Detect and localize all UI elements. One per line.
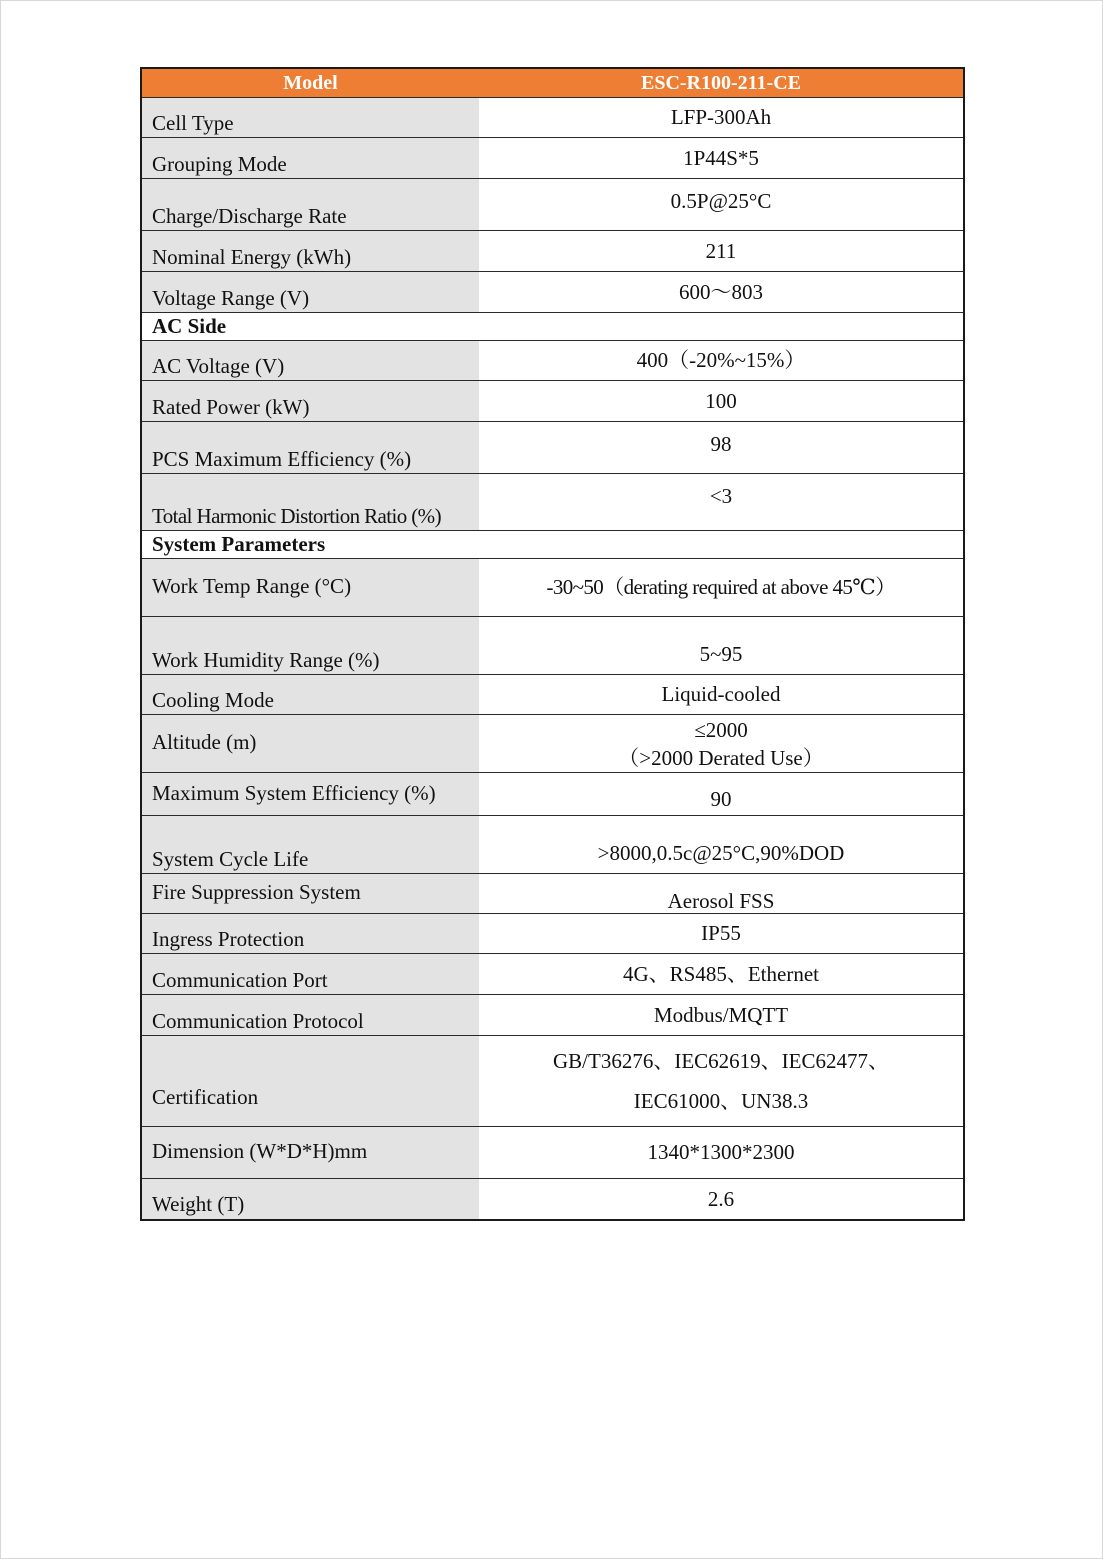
header-value: ESC-R100-211-CE xyxy=(479,68,964,98)
row-value: 98 xyxy=(479,422,964,474)
value-line: （>2000 Derated Use） xyxy=(618,745,824,770)
row-label: Rated Power (kW) xyxy=(141,381,479,422)
row-label: Total Harmonic Distortion Ratio (%) xyxy=(141,474,479,531)
header-label: Model xyxy=(141,68,479,98)
table-row xyxy=(141,272,964,313)
row-label: Altitude (m) xyxy=(141,715,479,773)
row-label: Nominal Energy (kWh) xyxy=(141,231,479,272)
table-row xyxy=(141,874,964,914)
table-row xyxy=(141,675,964,715)
table-row xyxy=(141,914,964,954)
section-row-ac xyxy=(141,313,964,341)
row-value: 90 xyxy=(479,773,964,816)
row-value: 600～803 xyxy=(479,272,964,313)
row-value: -30~50（derating required at above 45℃） xyxy=(479,559,964,617)
table-row xyxy=(141,1036,964,1127)
table-row xyxy=(141,231,964,272)
table-row xyxy=(141,559,964,617)
certification-value xyxy=(479,1036,964,1127)
table-row xyxy=(141,341,964,381)
table-row xyxy=(141,773,964,816)
row-value: 211 xyxy=(479,231,964,272)
table-row xyxy=(141,715,964,773)
row-value: 400（-20%~15%） xyxy=(479,341,964,381)
table-row xyxy=(141,617,964,675)
row-label: Charge/Discharge Rate xyxy=(141,179,479,231)
row-value: 4G、RS485、Ethernet xyxy=(479,954,964,995)
row-label: Work Humidity Range (%) xyxy=(141,617,479,675)
table-row xyxy=(141,816,964,874)
row-label: Fire Suppression System xyxy=(141,874,479,914)
row-label: Cooling Mode xyxy=(141,675,479,715)
row-value: IP55 xyxy=(479,914,964,954)
row-label: AC Voltage (V) xyxy=(141,341,479,381)
value-line: GB/T36276、IEC62619、IEC62477、 xyxy=(553,1049,889,1073)
section-row-system xyxy=(141,531,964,559)
row-label: Certification xyxy=(141,1036,479,1127)
table-header-row xyxy=(141,68,964,98)
row-label: PCS Maximum Efficiency (%) xyxy=(141,422,479,474)
table-row xyxy=(141,1179,964,1220)
row-value: 0.5P@25°C xyxy=(479,179,964,231)
row-value: Aerosol FSS xyxy=(479,874,964,914)
table-row xyxy=(141,1127,964,1179)
section-title: AC Side xyxy=(141,313,964,341)
row-label: Maximum System Efficiency (%) xyxy=(141,773,479,816)
table-row xyxy=(141,995,964,1036)
altitude-value xyxy=(479,715,964,773)
value-line: ≤2000 xyxy=(694,717,748,742)
row-value: 100 xyxy=(479,381,964,422)
table-row xyxy=(141,179,964,231)
row-label: Grouping Mode xyxy=(141,138,479,179)
table-row xyxy=(141,381,964,422)
row-label: Dimension (W*D*H)mm xyxy=(141,1127,479,1179)
row-value: 1P44S*5 xyxy=(479,138,964,179)
row-value: Liquid-cooled xyxy=(479,675,964,715)
row-label: Ingress Protection xyxy=(141,914,479,954)
section-title: System Parameters xyxy=(141,531,964,559)
spec-table xyxy=(140,67,965,1221)
table-row xyxy=(141,138,964,179)
row-label: Communication Port xyxy=(141,954,479,995)
table-row xyxy=(141,474,964,531)
table-row xyxy=(141,422,964,474)
row-label: Communication Protocol xyxy=(141,995,479,1036)
row-value: <3 xyxy=(479,474,964,531)
row-label: Voltage Range (V) xyxy=(141,272,479,313)
row-value: Modbus/MQTT xyxy=(479,995,964,1036)
row-label: System Cycle Life xyxy=(141,816,479,874)
value-line: IEC61000、UN38.3 xyxy=(633,1089,809,1113)
row-value: LFP-300Ah xyxy=(479,98,964,138)
row-value: 5~95 xyxy=(479,617,964,675)
table-row xyxy=(141,954,964,995)
table-row xyxy=(141,98,964,138)
row-label: Cell Type xyxy=(141,98,479,138)
row-value: >8000,0.5c@25°C,90%DOD xyxy=(479,816,964,874)
row-value: 2.6 xyxy=(479,1179,964,1220)
row-label: Work Temp Range (°C) xyxy=(141,559,479,617)
row-label: Weight (T) xyxy=(141,1179,479,1220)
row-value: 1340*1300*2300 xyxy=(479,1127,964,1179)
